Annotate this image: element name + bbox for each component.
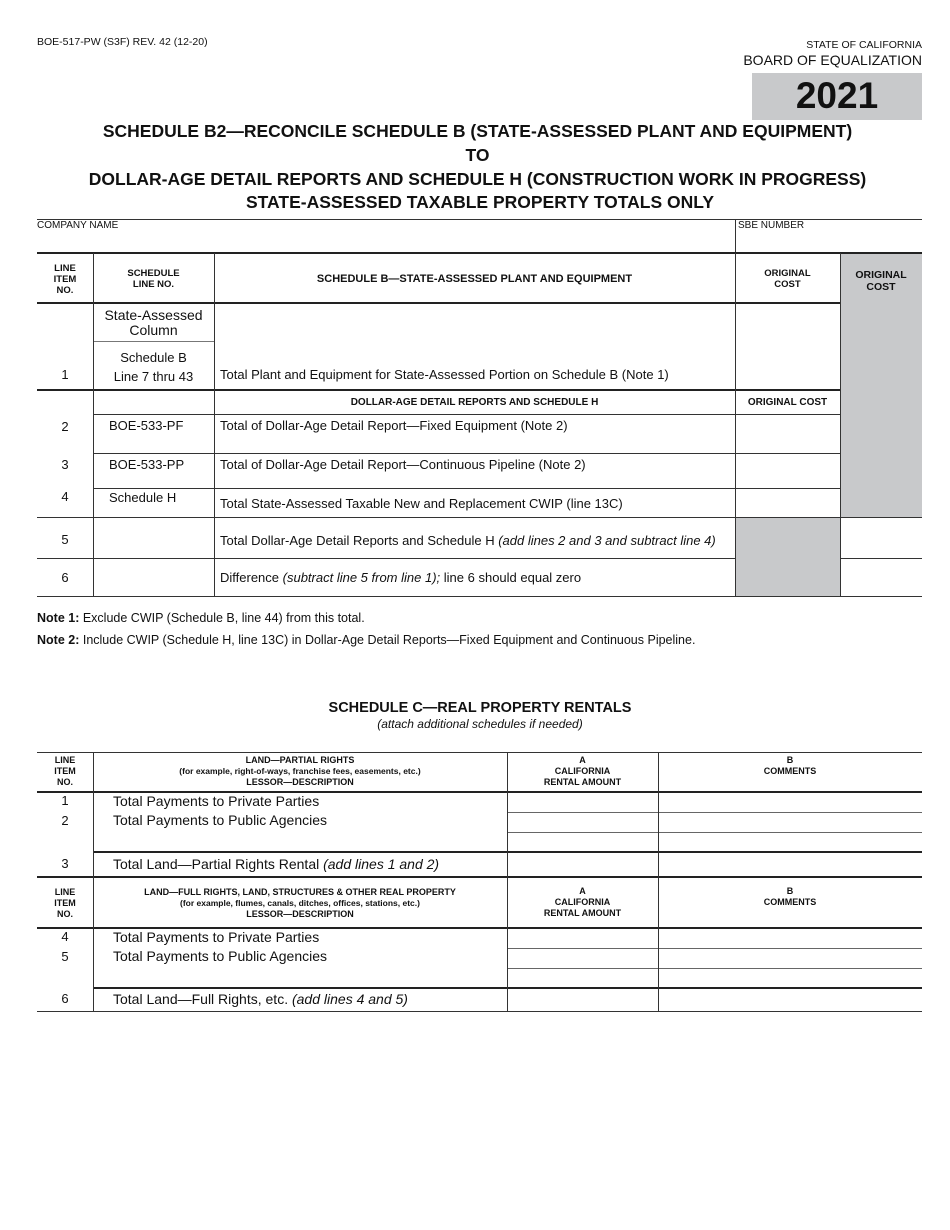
col-header-comments (658, 886, 922, 908)
col-header-original-cost-shaded (840, 269, 922, 293)
divider (658, 752, 659, 1012)
line-number: 3 (61, 457, 69, 472)
note-label: Note 1: (37, 611, 80, 625)
line-4-rental-amount-input[interactable] (508, 929, 658, 948)
line-1-rental-amount-input[interactable] (508, 793, 658, 812)
header-text: RENTAL AMOUNT (543, 777, 622, 787)
schedule-line-ref: BOE-533-PP (109, 457, 185, 472)
header-text: COST (774, 279, 801, 290)
line-3-rental-amount-input[interactable] (508, 853, 658, 876)
desc-text: Total Land—Partial Rights Rental (113, 856, 324, 872)
header-text: NO. (56, 777, 73, 787)
row-description: Total Plant and Equipment for State-Assessed Portion on Schedule B (Note 1) (220, 367, 669, 382)
line-5-comments-input[interactable] (659, 949, 922, 968)
divider (37, 1011, 922, 1012)
company-name-label: COMPANY NAME (37, 220, 119, 231)
header-text: B (786, 886, 794, 896)
col-header-original-cost (735, 268, 840, 290)
line-6-comments-input[interactable] (659, 989, 922, 1011)
header-text: LESSOR—DESCRIPTION (246, 909, 354, 919)
company-name-field[interactable] (37, 219, 735, 253)
note-2 (37, 633, 695, 647)
divider (93, 414, 840, 415)
row-description (113, 856, 439, 872)
row-description: Total Payments to Public Agencies (113, 812, 328, 828)
divider (93, 488, 840, 489)
line-6-rental-amount-input[interactable] (508, 989, 658, 1011)
schedule-line-state-assessed (93, 308, 214, 338)
header-text: RENTAL AMOUNT (543, 908, 622, 918)
line-4-comments-input[interactable] (659, 929, 922, 948)
header-text: (for example, flumes, canals, ditches, offices, stations, etc.) (180, 898, 420, 908)
line-1-original-cost-input[interactable] (736, 304, 840, 389)
line-3-comments-input[interactable] (659, 853, 922, 876)
year: 2021 (795, 75, 879, 116)
header-text: LINE (54, 755, 76, 765)
col-header-schedule-line (93, 268, 214, 290)
schedule-line-ref (93, 348, 214, 386)
cell-text: Schedule B (120, 350, 187, 365)
line-number: 6 (61, 991, 69, 1006)
desc-text: Total Dollar-Age Detail Reports and Schedule H (220, 533, 499, 548)
divider (37, 876, 922, 878)
divider (214, 253, 215, 597)
schedule-line-ref: BOE-533-PF (109, 418, 184, 433)
page-title-line-4: STATE-ASSESSED TAXABLE PROPERTY TOTALS ONLY (245, 192, 715, 212)
divider (93, 752, 94, 1012)
header-text: LESSOR—DESCRIPTION (246, 777, 354, 787)
header-text: NO. (56, 909, 73, 919)
desc-text: Difference (220, 570, 283, 585)
col-header-land-partial-rights (93, 755, 507, 788)
header-text: LAND—FULL RIGHTS, LAND, STRUCTURES & OTHER REAL PROPERTY (144, 887, 456, 897)
header-text: LINE (54, 887, 76, 897)
page-title-line-3: DOLLAR-AGE DETAIL REPORTS AND SCHEDULE H (CONSTRUCTION WORK IN PROGRESS) (88, 169, 867, 189)
col-header-line-item (37, 887, 93, 920)
col-header-rental-amount (507, 886, 658, 919)
line-number: 4 (61, 929, 69, 944)
row-description: Total State-Assessed Taxable New and Replacement CWIP (line 13C) (220, 496, 623, 511)
sbe-number-label: SBE NUMBER (738, 220, 805, 231)
header-text: A (579, 755, 586, 765)
line-6-difference-input[interactable] (841, 559, 922, 596)
line-number: 3 (61, 856, 69, 871)
divider (93, 253, 94, 597)
line-number: 1 (61, 793, 69, 808)
agency-label: BOARD OF EQUALIZATION (743, 52, 922, 68)
divider (37, 389, 840, 391)
schedule-c-subtitle: (attach additional schedules if needed) (377, 717, 583, 731)
note-text: Include CWIP (Schedule H, line 13C) in Dollar-Age Detail Reports—Fixed Equipment and Continuous Pipeline. (79, 633, 696, 647)
page-title-line-2: TO (465, 145, 490, 165)
header-text: LINE (54, 263, 76, 274)
divider (507, 832, 922, 833)
header-text: COMMENTS (763, 766, 817, 776)
cell-text: Column (129, 322, 178, 338)
sbe-number-field[interactable] (736, 219, 922, 253)
col-header-line-item (37, 755, 93, 788)
desc-italic: (add lines 2 and 3 and subtract line 4) (498, 533, 716, 548)
col-header-comments (658, 755, 922, 777)
header-text: ITEM (54, 898, 76, 908)
divider (37, 558, 735, 559)
row-description (113, 991, 408, 1007)
state-label: STATE OF CALIFORNIA (806, 39, 922, 51)
row-description: Total of Dollar-Age Detail Report—Continuous Pipeline (Note 2) (220, 457, 586, 472)
header-text: COST (866, 281, 896, 293)
col-header-land-full-rights (93, 887, 507, 920)
header-text: ITEM (54, 766, 76, 776)
line-3-original-cost-input[interactable] (736, 454, 840, 488)
header-text: COMMENTS (763, 897, 817, 907)
line-number: 5 (61, 949, 69, 964)
divider (37, 596, 922, 597)
line-5-rental-amount-input[interactable] (508, 949, 658, 968)
col-header-description: SCHEDULE B—STATE-ASSESSED PLANT AND EQUIPMENT (316, 273, 633, 285)
row-description (220, 533, 716, 548)
header-text: ORIGINAL (764, 268, 811, 279)
row-description: Total Payments to Public Agencies (113, 948, 328, 964)
divider (507, 968, 922, 969)
row-description (220, 570, 581, 585)
col-header-line-item (37, 263, 93, 296)
note-1 (37, 611, 365, 625)
line-2-original-cost-input[interactable] (736, 415, 840, 453)
subheader-original-cost: ORIGINAL COST (747, 397, 828, 408)
note-text: Exclude CWIP (Schedule B, line 44) from this total. (79, 611, 365, 625)
header-text: CALIFORNIA (554, 897, 611, 907)
desc-text: Total Land—Full Rights, etc. (113, 991, 292, 1007)
desc-italic: (add lines 1 and 2) (323, 856, 440, 872)
desc-italic: (subtract line 5 from line 1); (282, 570, 441, 585)
form-id: BOE-517-PW (S3F) REV. 42 (12-20) (37, 36, 208, 48)
shaded-cell (735, 517, 840, 597)
desc-italic: (add lines 4 and 5) (291, 991, 408, 1007)
header-text: (for example, right-of-ways, franchise fees, easements, etc.) (179, 766, 421, 776)
row-description: Total of Dollar-Age Detail Report—Fixed Equipment (Note 2) (220, 418, 568, 433)
schedule-line-ref: Schedule H (109, 490, 177, 505)
row-description: Total Payments to Private Parties (113, 793, 320, 809)
col-header-rental-amount (507, 755, 658, 788)
divider (37, 302, 840, 304)
page-title-line-1: SCHEDULE B2—RECONCILE SCHEDULE B (STATE-ASSESSED PLANT AND EQUIPMENT) (102, 121, 853, 141)
line-number: 5 (61, 532, 69, 547)
schedule-c-title: SCHEDULE C—REAL PROPERTY RENTALS (328, 700, 632, 716)
line-number: 1 (61, 367, 69, 382)
header-text: SCHEDULE (127, 268, 180, 279)
line-4-original-cost-input[interactable] (736, 489, 840, 517)
header-text: LAND—PARTIAL RIGHTS (245, 755, 355, 765)
note-label: Note 2: (37, 633, 80, 647)
line-number: 2 (61, 813, 69, 828)
divider (507, 752, 508, 1012)
divider (93, 341, 214, 342)
line-2-rental-amount-input[interactable] (508, 813, 658, 832)
divider (37, 517, 922, 518)
line-number: 6 (61, 570, 69, 585)
header-text: A (579, 886, 586, 896)
line-number: 4 (61, 489, 69, 504)
line-number: 2 (61, 419, 69, 434)
line-5-total-input[interactable] (841, 518, 922, 558)
header-text: CALIFORNIA (554, 766, 611, 776)
header-text: LINE NO. (132, 279, 175, 290)
cell-text: Line 7 thru 43 (113, 369, 194, 384)
line-2-comments-input[interactable] (659, 813, 922, 832)
subheader-description: DOLLAR-AGE DETAIL REPORTS AND SCHEDULE H (350, 397, 599, 408)
header-text: NO. (56, 285, 74, 296)
divider (37, 752, 922, 753)
row-description: Total Payments to Private Parties (113, 929, 320, 945)
divider (93, 453, 840, 454)
line-1-comments-input[interactable] (659, 793, 922, 812)
cell-text: State-Assessed (104, 307, 203, 323)
header-text: B (786, 755, 794, 765)
header-text: ORIGINAL (855, 269, 907, 281)
desc-text: line 6 should equal zero (440, 570, 582, 585)
header-text: ITEM (53, 274, 77, 285)
divider (37, 252, 922, 254)
